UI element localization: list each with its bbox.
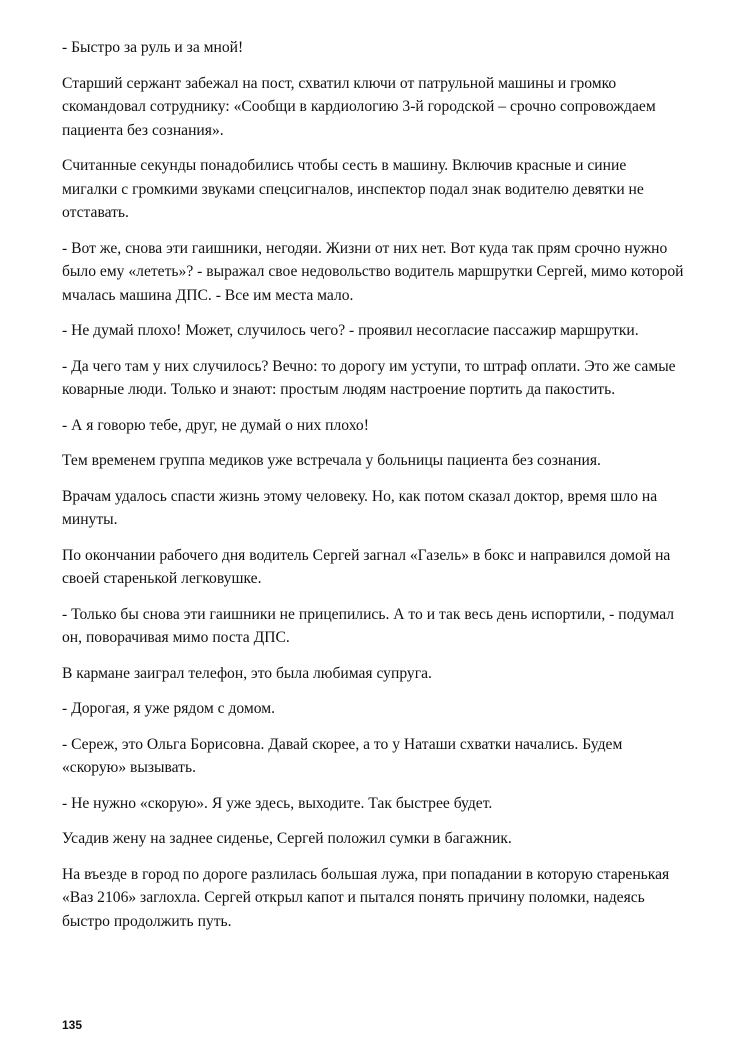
paragraph: - Дорогая, я уже рядом с домом. [62,700,276,717]
paragraph: Старший сержант забежал на пост, схватил ключи от патрульной машины и громко скомандовал сотруднику: «Сообщи в кардиологию 3-й городской – срочно сопровождаем пациента без сознания». [62,74,656,139]
paragraph: - Быстро за руль и за мной! [62,39,244,56]
paragraph: - Сереж, это Ольга Борисовна. Давай скорее, а то у Наташи схватки начались. Будем «скорую» вызывать. [62,735,623,776]
paragraph: В кармане заиграл телефон, это была любимая супруга. [62,664,432,682]
paragraph: Считанные секунды понадобились чтобы сесть в машину. Включив красные и синие мигалки с громкими звуками спецсигналов, инспектор подал знак водителю девятки не отставать. [62,157,644,221]
paragraph: - А я говорю тебе, друг, не думай о них плохо! [62,416,369,434]
paragraph: - Да чего там у них случилось? Вечно: то дорогу им уступи, то штраф оплати. Это же самые коварные люди. Только и знают: простым людям настроение портить да пакостить. [62,357,676,398]
paragraph: - Только бы снова эти гаишники не прицепились. А то и так весь день испортили, - подумал он, поворачивая мимо поста ДПС. [62,605,675,646]
paragraph: - Не нужно «скорую». Я уже здесь, выходите. Так быстрее будет. [62,794,493,812]
paragraph: На въезде в город по дороге разлилась большая лужа, при попадании в которую старенькая «Ваз 2106» заглохла. Сергей открыл капот и пытался понять причину поломки, надеясь быстро продолжить путь. [62,865,670,930]
paragraph: - Вот же, снова эти гаишники, негодяи. Жизни от них нет. Вот куда так прям срочно нужно было ему «лететь»? - выражал свое недовольство водитель маршрутки Сергей, мимо которой мчалась машина ДПС. - Все им места мало. [62,239,684,304]
paragraph: По окончании рабочего дня водитель Сергей загнал «Газель» в бокс и направился домой на своей старенькой легковушке. [62,546,671,587]
paragraph: Врачам удалось спасти жизнь этому человеку. Но, как потом сказал доктор, время шло на минуты. [62,487,658,528]
page-number: 135 [62,1018,83,1032]
paragraph: - Не думай плохо! Может, случилось чего? - проявил несогласие пассажир маршрутки. [62,322,639,339]
paragraph: Усадив жену на заднее сиденье, Сергей положил сумки в багажник. [62,830,512,847]
paragraph: Тем временем группа медиков уже встречала у больницы пациента без сознания. [62,452,601,469]
text-body [62,36,684,945]
